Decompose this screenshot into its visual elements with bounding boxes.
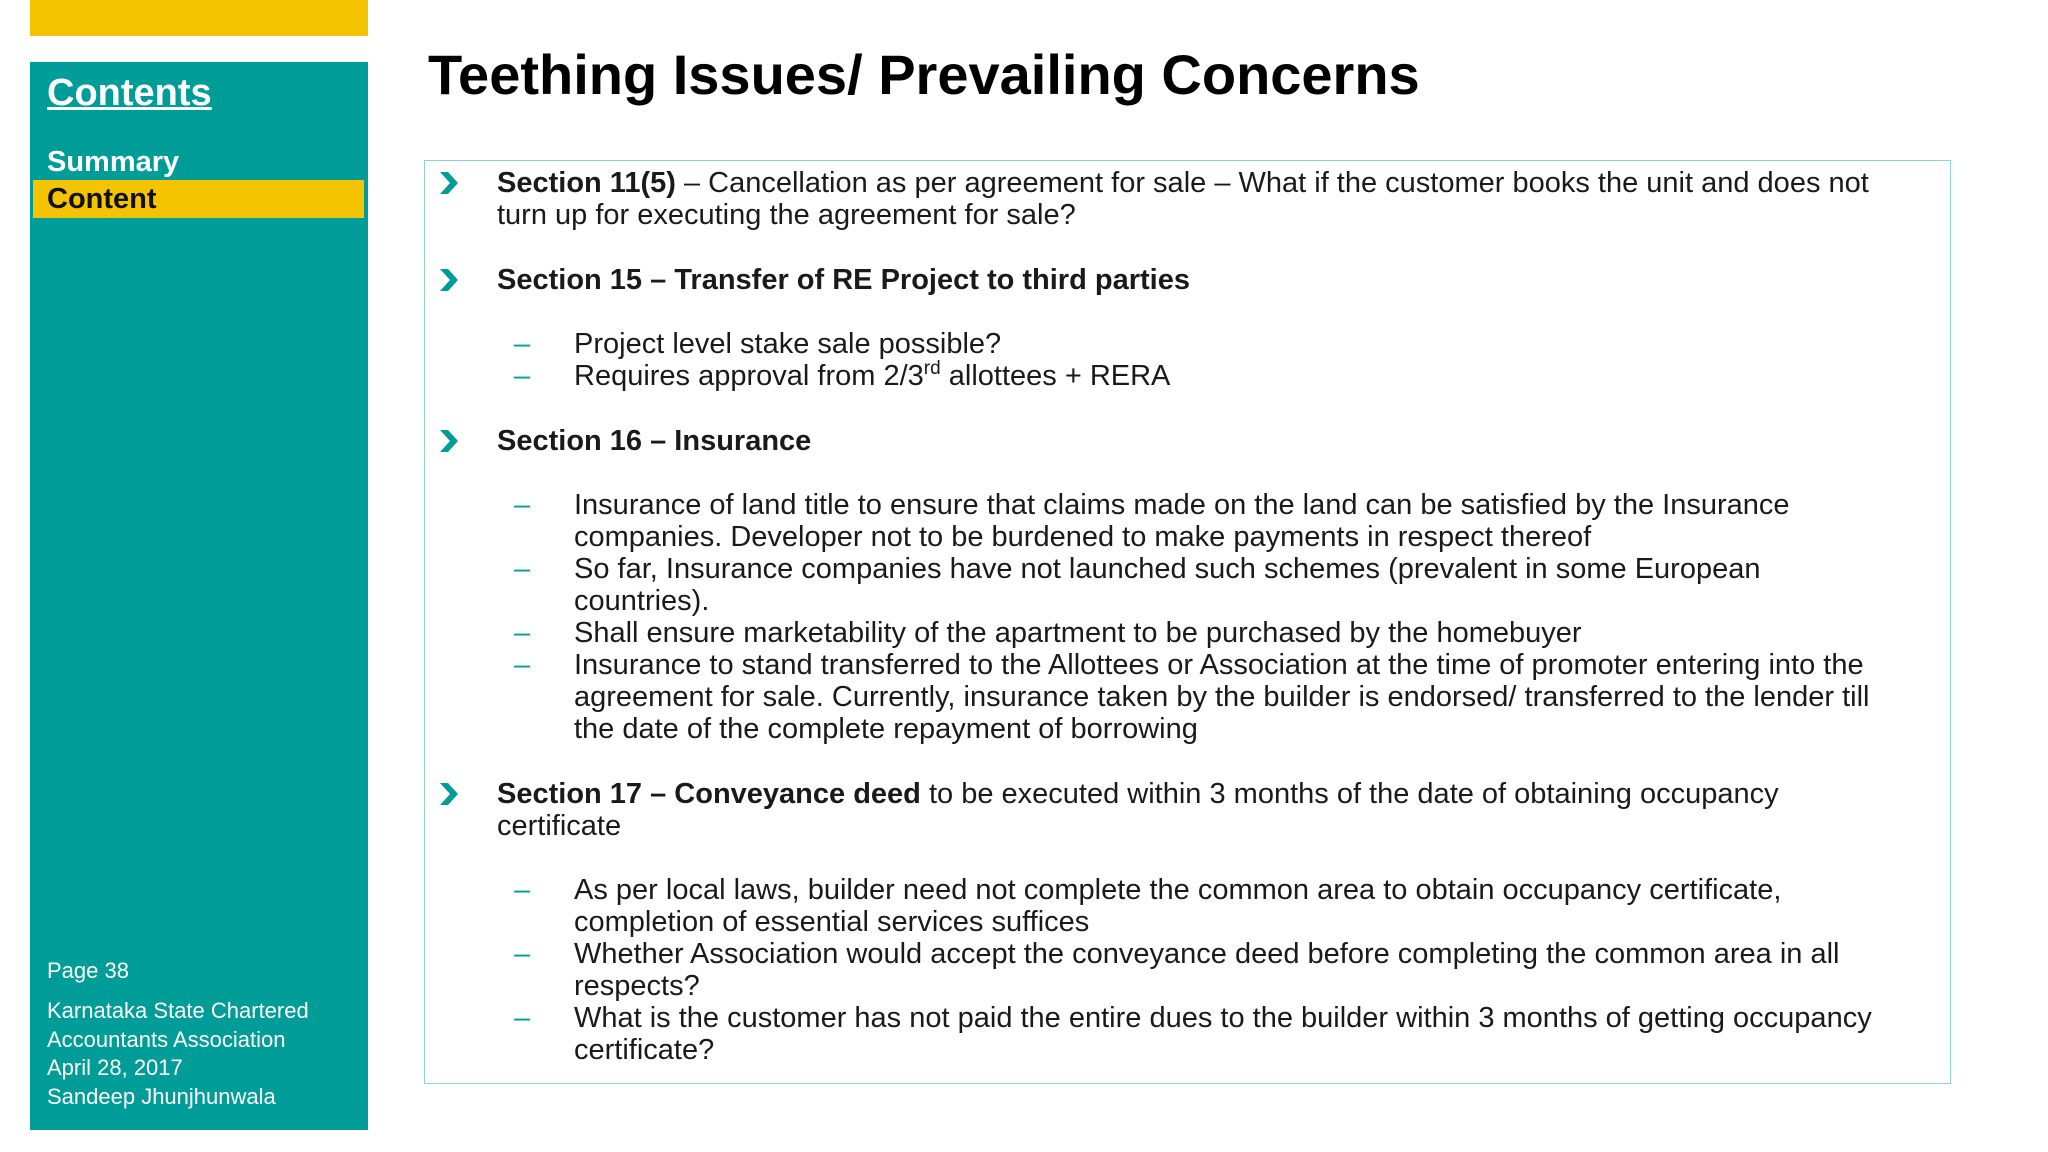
chevron-right-icon — [440, 430, 458, 452]
section-15-sub1: Project level stake sale possible? — [574, 328, 1002, 360]
dash-bullet: – — [514, 489, 531, 521]
dash-bullet: – — [514, 649, 531, 681]
sidebar-item-summary[interactable]: Summary — [47, 146, 180, 178]
dash-bullet: – — [514, 938, 531, 970]
section-11-5-text: – Cancellation as per agreement for sale – What if the customer books the unit and does not — [675, 167, 1869, 199]
sidebar-heading[interactable]: Contents — [47, 72, 212, 114]
section-17-sub3-line1: What is the customer has not paid the entire dues to the builder within 3 months of getting occupancy — [574, 1002, 1872, 1034]
section-17-text: to be executed within 3 months of the date of obtaining occupancy — [920, 778, 1779, 810]
section-16-sub1-line1: Insurance of land title to ensure that claims made on the land can be satisfied by the Insurance — [574, 489, 1790, 521]
section-17-heading: Section 17 – Conveyance deed — [497, 778, 921, 810]
section-15-sub2-pre: Requires approval from 2/3 — [574, 360, 924, 392]
section-15-heading — [497, 264, 1190, 296]
chevron-right-icon — [440, 269, 458, 291]
chevron-right-icon — [440, 172, 458, 194]
section-16-sub1-line2: companies. Developer not to be burdened to make payments in respect thereof — [574, 521, 1592, 553]
page-number: Page 38 — [47, 958, 129, 983]
section-15-sub2-sup: rd — [923, 358, 941, 379]
dash-bullet: – — [514, 617, 531, 649]
section-16-sub3: Shall ensure marketability of the apartment to be purchased by the homebuyer — [574, 617, 1582, 649]
footer-line-author: Sandeep Jhunjhunwala — [47, 1083, 276, 1109]
section-17-line — [497, 778, 1779, 810]
section-16-sub4-line3: the date of the complete repayment of borrowing — [574, 713, 1198, 745]
section-16-heading — [497, 425, 811, 457]
section-16-heading-text: Section 16 – Insurance — [497, 425, 812, 457]
dash-bullet: – — [514, 1002, 531, 1034]
footer-line-org1: Karnataka State Chartered — [47, 998, 309, 1023]
section-17-sub2-line2: respects? — [574, 970, 700, 1002]
section-15-sub2 — [574, 360, 1170, 392]
section-17-sub1-line2: completion of essential services suffices — [574, 906, 1090, 938]
section-11-5-cont: turn up for executing the agreement for sale? — [497, 199, 1076, 231]
top-accent-bar — [30, 0, 368, 36]
section-11-5-line — [497, 167, 1869, 199]
section-17-sub2-line1: Whether Association would accept the conveyance deed before completing the common area in all — [574, 938, 1840, 970]
dash-bullet: – — [514, 874, 531, 906]
dash-bullet: – — [514, 328, 531, 360]
section-11-5-heading: Section 11(5) — [497, 167, 676, 199]
page-title: Teething Issues/ Prevailing Concerns — [428, 43, 1420, 106]
sidebar — [30, 62, 368, 1130]
section-17-cont: certificate — [497, 810, 622, 842]
section-17-sub1-line1: As per local laws, builder need not complete the common area to obtain occupancy certificate, — [574, 874, 1782, 906]
section-17-sub3-line2: certificate? — [574, 1034, 715, 1066]
dash-bullet: – — [514, 360, 531, 392]
sidebar-item-content[interactable]: Content — [33, 180, 364, 218]
dash-bullet: – — [514, 553, 531, 585]
section-16-sub4-line1: Insurance to stand transferred to the Allottees or Association at the time of promoter entering into the — [574, 649, 1864, 681]
section-15-heading-text: Section 15 – Transfer of RE Project to third parties — [497, 264, 1190, 296]
sidebar-footer — [47, 997, 309, 1111]
footer-line-org2: Accountants Association — [47, 1026, 286, 1052]
section-16-sub2-line2: countries). — [574, 585, 710, 617]
chevron-right-icon — [440, 783, 458, 805]
footer-line-date: April 28, 2017 — [47, 1055, 183, 1080]
section-16-sub4-line2: agreement for sale. Currently, insurance taken by the builder is endorsed/ transferred to the lender till — [574, 681, 1870, 713]
section-15-sub2-post: allottees + RERA — [940, 360, 1171, 392]
section-16-sub2-line1: So far, Insurance companies have not launched such schemes (prevalent in some European — [574, 553, 1761, 585]
